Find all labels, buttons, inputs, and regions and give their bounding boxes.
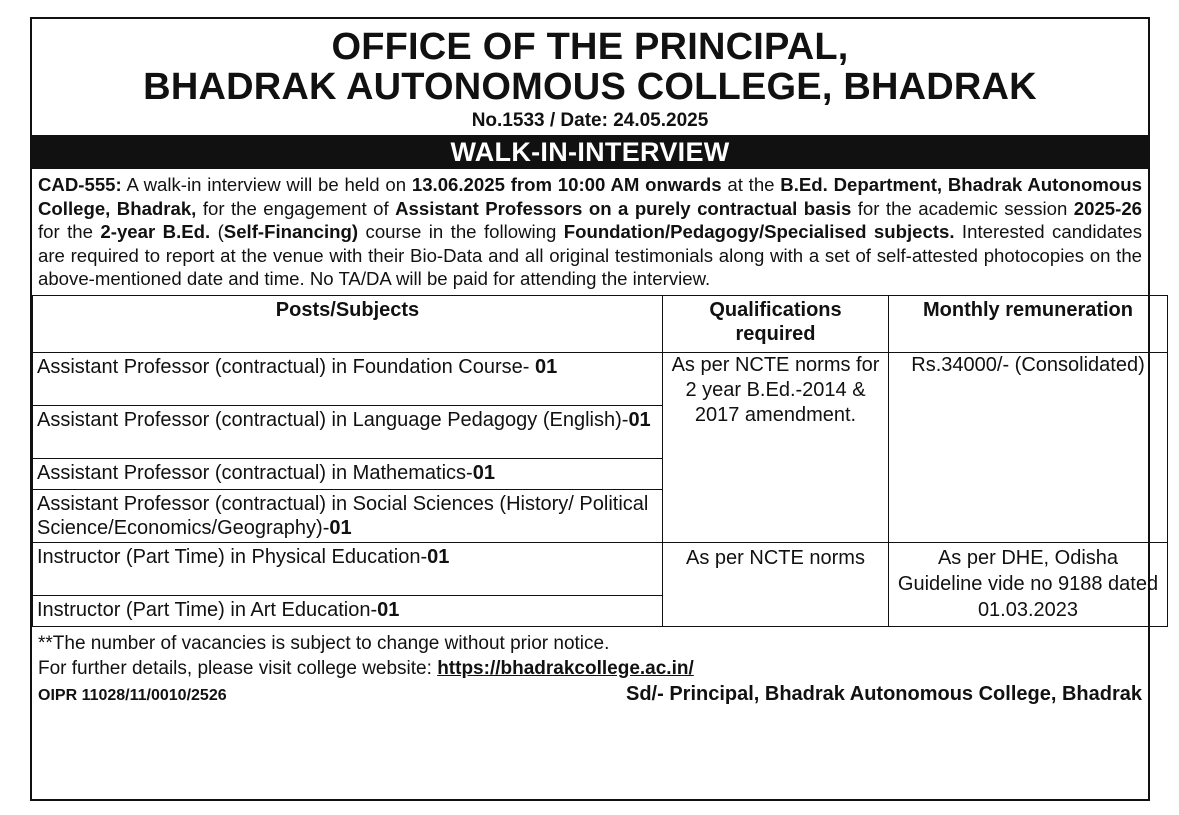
notice-paragraph [32, 169, 1148, 291]
header-posts: Posts/Subjects [33, 295, 663, 352]
signature: Sd/- Principal, Bhadrak Autonomous College, Bhadrak [625, 682, 1142, 705]
footer [32, 627, 1148, 681]
course: 2-year B.Ed. [100, 221, 211, 243]
remuneration-cell: As per DHE, Odisha Guideline vide no 9188 dated 01.03.2023 [889, 542, 1168, 626]
venue: B.Ed. Department, Bhadrak Autonomous College, Bhadrak, [38, 174, 1142, 219]
post-cell [33, 352, 663, 405]
post-name: Assistant Professor (contractual) in Foundation Course- [37, 355, 535, 378]
header [32, 27, 1148, 133]
engagement-type: Assistant Professors on a purely contractual basis [395, 197, 852, 219]
post-name: Instructor (Part Time) in Physical Education- [37, 545, 428, 568]
post-count: 01 [472, 461, 495, 484]
post-cell [33, 489, 663, 542]
post-cell [33, 405, 663, 458]
notice-text: at the [721, 174, 781, 195]
posts-table [32, 295, 1168, 627]
cad-number: CAD-555: [38, 174, 122, 195]
qualification-cell: As per NCTE norms for 2 year B.Ed.-2014 & 2017 amendment. [663, 352, 889, 542]
notice-text: A walk-in interview will be held on [121, 174, 412, 195]
notice-text: for the [38, 221, 101, 243]
post-cell [33, 458, 663, 489]
post-name: Assistant Professor (contractual) in Language Pedagogy (English)- [37, 408, 629, 431]
table-row [33, 542, 1168, 595]
post-name: Instructor (Part Time) in Art Education- [37, 598, 378, 621]
details-line [38, 656, 1142, 681]
post-count: 01 [377, 598, 400, 621]
bottom-row [32, 683, 1148, 706]
notice-frame [30, 17, 1159, 801]
notice-text: ( [210, 221, 224, 243]
post-count: 01 [628, 408, 651, 431]
table-header-row [33, 295, 1168, 352]
header-qualifications: Qualifications required [663, 295, 889, 352]
post-name: Assistant Professor (contractual) in Social Sciences (History/ Political Science/Economics/Geography)- [37, 492, 649, 539]
notice-text: Interested candidates are required to report at the venue with their Bio-Data and all original testimonials along with a set of self-attested photocopies on the above-mentioned date and time. No TA/DA will be paid for attending the interview. [38, 221, 1142, 290]
qualification-cell: As per NCTE norms [663, 542, 889, 626]
details-prefix: For further details, please visit college website: [38, 657, 438, 679]
session: 2025-26 [1073, 197, 1143, 219]
notice-text: for the engagement of [196, 197, 396, 219]
reference-line: No.1533 / Date: 24.05.2025 [471, 110, 709, 131]
post-count: 01 [427, 545, 450, 568]
post-count: 01 [535, 355, 558, 378]
walk-in-banner: WALK-IN-INTERVIEW [32, 135, 1148, 169]
table-row [33, 352, 1168, 405]
post-cell [33, 542, 663, 595]
title-line-2: BHADRAK AUTONOMOUS COLLEGE, BHADRAK [143, 66, 1037, 108]
notice-text: course in the following [358, 221, 564, 243]
notice-text: for the academic session [851, 197, 1074, 219]
title-line-1: OFFICE OF THE PRINCIPAL, [331, 26, 849, 68]
college-website-link[interactable]: https://bhadrakcollege.ac.in/ [437, 657, 694, 679]
vacancy-note: **The number of vacancies is subject to change without prior notice. [38, 632, 610, 654]
post-count: 01 [329, 516, 352, 539]
subjects: Foundation/Pedagogy/Specialised subjects. [563, 221, 955, 243]
financing: Self-Financing) [223, 221, 359, 243]
post-cell [33, 595, 663, 626]
remuneration-cell: Rs.34000/- (Consolidated) [889, 352, 1168, 542]
header-remuneration: Monthly remuneration [889, 295, 1168, 352]
post-name: Assistant Professor (contractual) in Mathematics- [37, 461, 473, 484]
interview-date: 13.06.2025 from 10:00 AM onwards [411, 174, 722, 195]
oipr-number: OIPR 11028/11/0010/2526 [38, 686, 227, 704]
